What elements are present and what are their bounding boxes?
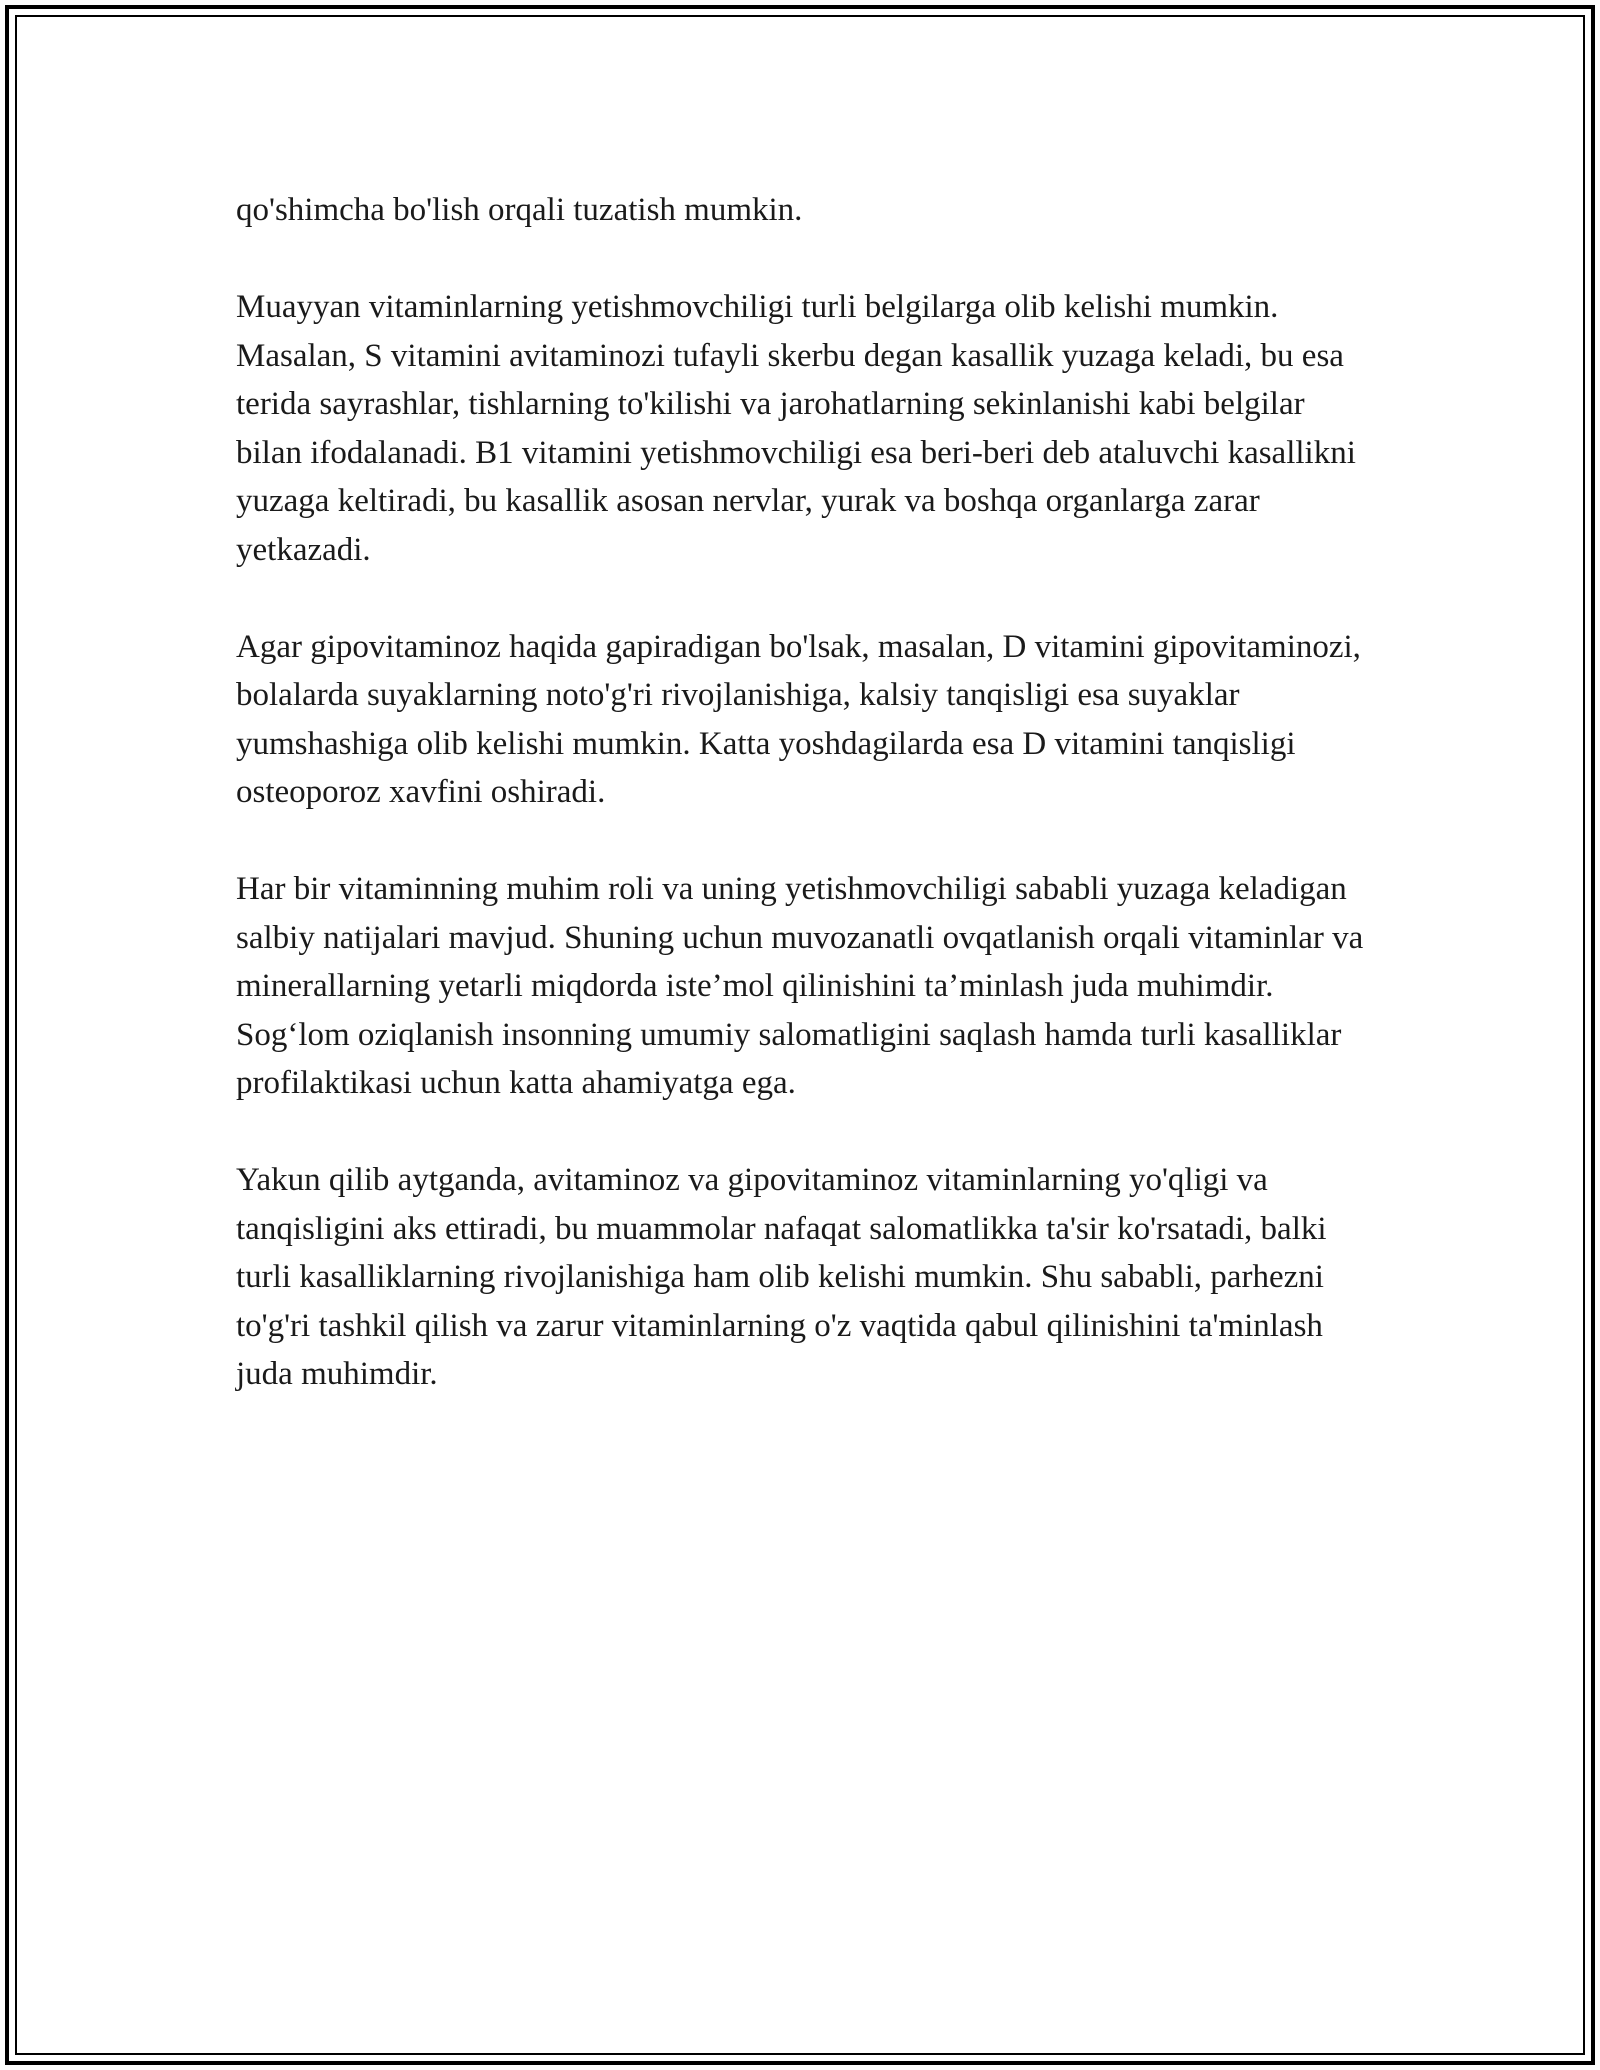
paragraph-vitamin-role: Har bir vitaminning muhim roli va uning yetishmovchiligi sababli yuzaga keladigan salbiy natijalari mavjud. Shuning uchun muvozanatli ovqatlanish orqali vitaminlar va minerallarning yetarli miqdorda iste’mol qilinishini ta’minlash juda muhimdir. Sog‘lom oziqlanish insonning umumiy salomatligini saqlash hamda turli kasalliklar profilaktikasi uchun katta ahamiyatga ega.	[236, 871, 1364, 1101]
paragraph-vitamin-deficiency: Muayyan vitaminlarning yetishmovchiligi turli belgilarga olib kelishi mumkin. Masalan, S vitamini avitaminozi tufayli skerbu degan kasallik yuzaga keladi, bu esa terida sayrashlar, tishlarning to'kilishi va jarohatlarning sekinlanishi kabi belgilar bilan ifodalanadi. B1 vitamini yetishmovchiligi esa beri-beri deb ataluvchi kasallikni yuzaga keltiradi, bu kasallik asosan nervlar, yurak va boshqa organlarga zarar yetkazadi.	[236, 289, 1356, 568]
paragraph-hypovitaminosis: Agar gipovitaminoz haqida gapiradigan bo'lsak, masalan, D vitamini gipovitaminozi, bolalarda suyaklarning noto'g'ri rivojlanishiga, kalsiy tanqisligi esa suyaklar yumshashiga olib kelishi mumkin. Katta yoshdagilarda esa D vitamini tanqisligi osteoporoz xavfini oshiradi.	[236, 628, 1361, 810]
document-body	[236, 186, 1366, 1447]
paragraph-continuation: qo'shimcha bo'lish orqali tuzatish mumkin.	[236, 192, 803, 228]
paragraph-conclusion: Yakun qilib aytganda, avitaminoz va gipovitaminoz vitaminlarning yo'qligi va tanqisligini aks ettiradi, bu muammolar nafaqat salomatlikka ta'sir ko'rsatadi, balki turli kasalliklarning rivojlanishiga ham olib kelishi mumkin. Shu sababli, parhezni to'g'ri tashkil qilish va zarur vitaminlarning o'z vaqtida qabul qilinishini ta'minlash juda muhimdir.	[236, 1162, 1327, 1392]
